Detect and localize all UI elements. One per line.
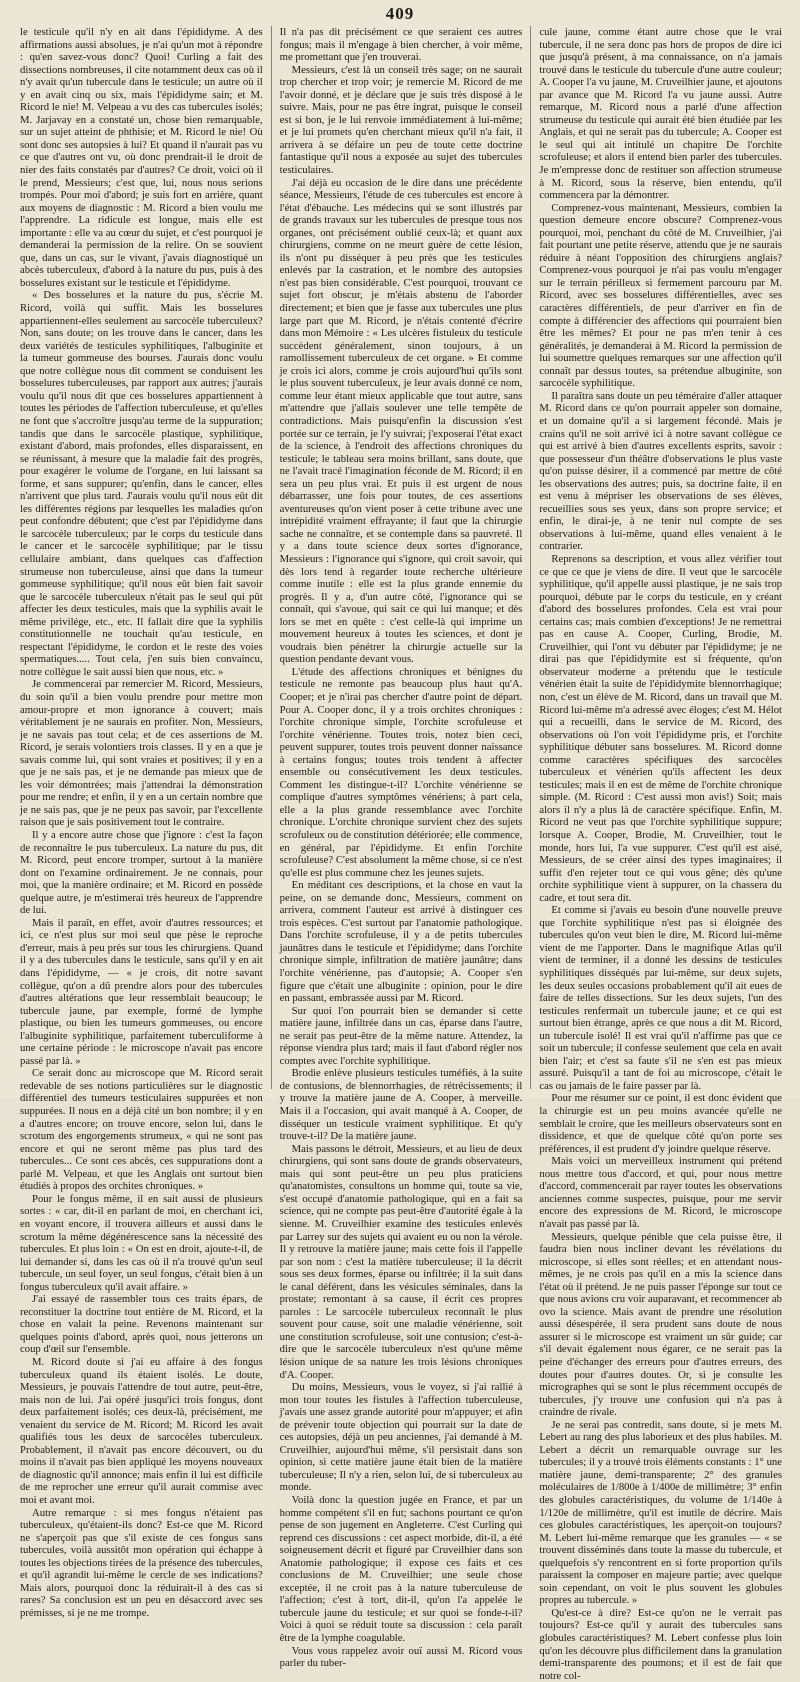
paragraph: Pour le fongus même, il en sait aussi de plusieurs sortes : « car, dit-il en parlant de moi, en cherchant ici, en voyant encore, il trouvera ailleurs et aussi dans le scrotum la même dégénérescence sans la nécessité des tubercules. Et plus loin : « On est en droit, ajoute-t-il, de lui demander si, dans les cas où il n'a trouvé qu'un seul tubercule, un seul foyer, un seul fongus, c'était bien à un fongus tuberculeux qu'il avait affaire. » bbox=[20, 1192, 263, 1293]
paragraph: Je ne serai pas contredit, sans doute, si je mets M. Lebert au rang des plus laborieux et des plus habiles. M. Lebert a décrit un remarquable ouvrage sur les tubercules; il y a trouvé trois éléments constants : 1° une matière jaune, demi-transparente; 2° des granules moléculaires de 1/800e à 1/400e de millimètre; 3° enfin des globules caractéristiques, du volume de 1/140e à 1/120e de millimètre, qu'il est inutile de décrire. Mais ces globules caractéristiques, les aperçoit-on toujours? M. Lebert lui-même remarque que les granules — « se trouvent disséminés dans toute la masse du tubercule, et quelquefois s'y rencontrent en si forte proportion qu'ils paraissent la composer en majeure partie; avec quelque soin cependant, on voit le plus souvent les globules propres au tubercule. » bbox=[539, 1418, 783, 1607]
paragraph: Il paraîtra sans doute un peu téméraire d'aller attaquer M. Ricord dans ce qu'on pourrait appeler son domaine, et un domaine qu'il a si largement fécondé. Mais je crains qu'il ne soit arrivé ici à notre savant collègue ce qui est arrivé à bien d'autres excellents esprits, savoir : que possesseur d'un théâtre d'observations le plus vaste qu'on puisse désirer, il a commencé par mettre de côté les observations des autres; puis, sa doctrine faite, il en est venu à mépriser les observations de ses élèves, recueillies sous ses yeux, dans son propre service; et enfin, le dirai-je, à ne tenir nul compte de ses observations à lui-même, quand elles venaient à le contrarier. bbox=[539, 389, 783, 553]
paragraph: Sur quoi l'on pourrait bien se demander si cette matière jaune, infiltrée dans un cas, éparse dans l'autre, ne serait pas peut-être de la même nature. Attendez, la réponse viendra plus tard; mais il faut d'abord régler nos comptes avec l'orchite syphilitique. bbox=[279, 1004, 523, 1067]
paragraph: Brodie enlève plusieurs testicules tuméfiés, à la suite de contusions, de blennorrhagies, de rétrécissements; il y trouve la matière jaune de A. Cooper, à merveille. Mais il a l'occasion, qui avait manqué à A. Cooper, de disséquer un testicule vraiment syphilitique. Et qu'y trouve-t-il? De la matière jaune. bbox=[279, 1067, 523, 1143]
paragraph: Mais voici un merveilleux instrument qui prétend nous mettre tous d'accord, et qui, pour nous mettre d'accord, commencerait par rayer toutes les observations anciennes comme suspectes, puisque, pour me servir encore des expressions de M. Ricord, le microscope n'avait pas passé par là. bbox=[539, 1155, 783, 1230]
paragraph: Reprenons sa description, et vous allez vérifier tout ce que ce que je viens de dire. Il veut que le sarcocèle syphilitique, qu'il appelle aussi plastique, je ne sais trop pourquoi, débute par le corps du testicule, en y créant d'abord des bosselures profondes. Cela est vrai pour certains cas; mais combien d'exceptions! Je ne remettrai pas en cause A. Cooper, Curling, Brodie, M. Cruveilhier, qui l'ont vu débuter par l'épididyme; je ne dirai pas que l'épididymite est si fréquente, qu'on observateur moderne a prétendu que le testicule vénérien était la suite de l'épididymite blennorrhagique; non, c'est un élève de M. Ricord, dans un travail que M. Ricord lui-même m'a adressé avec éloges; c'est M. Hélot qui a recueilli, dans le service de M. Ricord, des observations où l'on voit l'épididyme pris, et l'orchite syphilitique débuter sans bosselures. M. Ricord donne comme caractères spécifiques des sarcocèles tuberculeux et vénérien qu'ils affectent les deux testicules; mais il en est de même de l'orchite chronique simple. (M. Ricord : C'est aussi mon avis!) Soit; mais alors il n'y a plus là de caractère spécifique. Enfin, M. Ricord ne veut pas que l'orchite syphilitique suppure; lorsque A. Cooper, Brodie, M. Cruveilhier, tout le monde, hors lui, l'a vue suppurer. C'est qu'il est aisé, Messieurs, de se créer ainsi des types imaginaires; il suffit d'en rejeter tout ce qui vous gêne; dès qu'une orchite syphilitique vient à suppurer, on la chassera du cadre, et tout sera dit. bbox=[539, 552, 783, 904]
paragraph: Messieurs, c'est là un conseil très sage; on ne saurait trop chercher et trop voir; je remercie M. Ricord de me l'avoir donné, et je déclare que je suis très disposé à le suivre. Mais, pour ne pas être ingrat, puisque le conseil est si bon, je le lui renvoie immédiatement à lui-même; et je lui promets qu'en cherchant mieux qu'il n'a fait, il arrivera à se défaire un peu de toute cette doctrine fantastique qu'il nous a exposée au sujet des tubercules testiculaires. bbox=[279, 63, 523, 177]
paragraph: le testicule qu'il n'y en ait dans l'épididyme. A des affirmations aussi absolues, je n'ai qu'un mot à répondre : qu'en savez-vous donc? Quoi! Curling a fait des dissections nombreuses, il cite notamment deux cas où il n'y avait qu'un tubercule dans le testicule; un autre où il y en avait cinq ou six, mais l'épididyme sain; et M. Ricord le nie! M. Velpeau a vu des cas tubercules isolés; M. Jarjavay en a constaté un, chose bien remarquable, sur un sujet atteint de phthisie; et M. Ricord le nie! Où sont donc ses autopsies à lui? Et quand il n'aurait pas vu ce que d'autres ont vu, où donc prendrait-il le droit de nier des faits constatés par d'autres? Ce droit, voici où il le prend, Messieurs; c'est que, lui, nous nous serions trompés. Pour moi d'abord; je suis fort en arrière, quant aux moyens de diagnostic : M. Ricord a bien voulu me l'apprendre. La ridicule est longue, mais elle est importante : elle va au cœur du sujet, et c'est pourquoi je demanderai la permission de la relire. On se souvient que, dans un cas, sur le vivant, j'avais diagnostiqué un abcès tuberculeux, d'abord à la nature du pus, puis à des bosselures existant sur le testicule et l'épididyme. bbox=[20, 26, 263, 289]
column-left bbox=[20, 26, 263, 1619]
paragraph: Et comme si j'avais eu besoin d'une nouvelle preuve que l'orchite syphilitique n'est pas si éloignée des tubercules qu'on veut bien le dire, M. Ricord lui-même vient de me l'apporter. Dans le magnifique Atlas qu'il vient de terminer, il a donné les dessins de testicules syphilitiques disséqués par lui-même, sur deux sujets, les deux seules occasions probablement qu'il ait eues de faire de telles dissections. Sur les deux sujets, l'un des testicules renfermait un tubercule jaune; et ce qui est surtout bien étrange, après ce que nous a dit M. Ricord, un tubercule isolé! Il est vrai qu'il n'affirme pas que ce soit un tubercule; il confesse seulement que cela en avait bien l'air; et c'est sa faute s'il ne s'en est pas mieux assuré. Puisqu'il a tant de foi au microscope, c'était le cas ou jamais de le faire passer par là. bbox=[539, 904, 783, 1092]
paragraph: J'ai déjà eu occasion de le dire dans une précédente séance, Messieurs, l'étude de ces tubercules est encore à l'état d'ébauche. Les médecins qui se sont illustrés par de grands travaux sur les tubercules de presque tous nos organes, ont précisément oublié ceux-là; et quant aux chirurgiens, comme on ne meurt guère de cette lésion, ils n'ont pu disséquer à peu près que les testicules enlevés par la castration, et le nombre des autopsies n'est pas bien considérable. C'est pourquoi, trouvant ce sujet fort obscur, je m'étais abstenu de l'aborder directement; et bien que je fasse aux tubercules une plus large part que M. Ricord, je n'étais contenté d'écrire dans mon Mémoire : « Les ulcères fistuleux du testicule succèdent généralement, sinon toujours, à un ramollissement tuberculeux de cet organe. » Et comme je crois ici alors, comme je crois aujourd'hui qu'ils sont le plus souvent tuberculeux, je leur avais donné ce nom, comme leur étant mieux applicable que tout autre, sans m'attendre que j'allais soulever une telle tempête de contradictions. Mais puisqu'enfin la discussion s'est portée sur ce terrain, je l'y suivrai; j'exposerai l'état exact de la science, à l'endroit des affections chroniques du testicule; le tableau sera moins brillant, sans doute, que ne l'avait tracé l'imagination féconde de M. Ricord; il en sera un peu plus vrai. Et puis il est urgent de nous débarrasser, une fois pour toutes, de ces assertions aventureuses qu'on vient poser à cette tribune avec une intrépidité vraiment effrayante; il faut que la chirurgie sache ne connaître, et se contemple dans sa pauvreté. Il y a dans toute science deux sortes d'ignorance, Messieurs : l'ignorance qui s'ignore, qui croit savoir, qui dès lors tend à regarder toute recherche ultérieure comme inutile : elle est la plus grande ennemie du progrès. Il y a, d'un autre côté, l'ignorance qui se connaît, qui s'avoue, qui sait ce qui lui manque; et dès lors se met en quête : c'est celle-là qui imprime un mouvement heureux à toutes les sciences, et dont je voudrais bien pénétrer la chirurgie actuelle sur la question pendante devant vous. bbox=[279, 176, 523, 666]
paragraph: Mais il paraît, en effet, avoir d'autres ressources; et ici, ce n'est plus sur moi seul que pèse le reproche d'erreur, mais à peu près sur tous les chirurgiens. Quand il y a des tubercules dans le testicule, sans qu'il y en ait dans l'épididyme, — « je crois, dit notre savant collègue, qu'on a dû prendre alors pour des tubercules d'autres altérations que leur ressemblait beaucoup; le tubercule jaune, par exemple, formé de lymphe plastique, ou bien les tumeurs gommeuses, ou encore l'albuginite syphilitique, parfaitement tuberculiforme à une certaine période : le microscope n'avait pas encore passé par là. » bbox=[20, 916, 263, 1067]
paragraph: Qu'est-ce à dire? Est-ce qu'on ne le verrait pas toujours? Est-ce qu'il y aurait des tubercules sans globules caractéristiques? M. Lebert confesse plus loin qu'on les découvre plus difficilement dans la granulation demi-transparente des poumons; et il est de fait que notre col- bbox=[539, 1606, 783, 1682]
paragraph: M. Ricord doute si j'ai eu affaire à des fongus tuberculeux quand ils étaient isolés. Le doute, Messieurs, je pouvais l'attendre de tout autre, peut-être, mais non de lui. J'ai opéré jusqu'ici trois fongus, dont deux parfaitement isolés; ces deux-là, précisément, me venaient du service de M. Ricord; M. Ricord les avait qualifiés tous les deux de sarcocèles tuberculeux. Probablement, il n'avait pas encore découvert, ou du moins il n'avait pas bien appliqué les moyens nouveaux de diagnostic qu'il annonce; mais enfin il lui est difficile de me reprocher une erreur qu'il aurait commise avec moi et avant moi. bbox=[20, 1355, 263, 1506]
page-number: 409 bbox=[385, 4, 415, 23]
paragraph: Ce serait donc au microscope que M. Ricord serait redevable de ses notions particulières sur le diagnostic différentiel des tumeurs testiculaires suppurées et non suppurées. Il nous en a déjà cité un bon nombre; il y en a d'autres encore; on trouve encore, selon lui, dans le scrotum des engorgements strumeux, « qui ne sont pas encore et qui ne seront même pas plus tard des tubercules... Ce sont ces abcès, ces suppurations dont a parlé M. Velpeau, et que les Anglais ont surtout bien étudiés à propos des orchites chroniques. » bbox=[20, 1067, 263, 1193]
paragraph: Pour me résumer sur ce point, il est donc évident que la chirurgie est un peu moins avancée qu'elle ne semblait le croire, que les meilleurs observateurs sont en dissidence, et que de quelque côté qu'on porte ses préférences, il est prudent d'y joindre quelque réserve. bbox=[539, 1092, 783, 1155]
paragraph: Messieurs, quelque pénible que cela puisse être, il faudra bien nous incliner devant les révélations du microscope, si elles sont réelles; et en attendant nous-mêmes, je ne crois pas qu'il en a mis la science dans l'état où il prétend. Je ne puis passer l'éponge sur tout ce que nous avions cru voir auparavant, et recommencer ab ovo la science. Mais avant de prendre une résolution aussi désespérée, il sera prudent sans doute de nous assurer si le microscope est vraiment un sûr guide; car s'il devait également nous égarer, ce ne serait pas la peine d'échanger des erreurs pour d'autres erreurs, des doutes pour d'autres doutes. Or, si je consulte les micrographes qui se sont le plus récemment occupés de tubercules, j'y trouve une confusion qui n'a pas à craindre de rivale. bbox=[539, 1230, 783, 1419]
column-divider bbox=[271, 26, 272, 1089]
paragraph: Autre remarque : si mes fongus n'étaient pas tuberculeux, qu'étaient-ils donc? Est-ce que M. Ricord ne s'aperçoit pas que s'il existe de ces fongus sans tubercules, voilà aussitôt mon opération qui échappe à toutes les objections tirées de la présence des tubercules, et qu'il agrandit lui-même le cercle de ses indications? Mais alors, pourquoi donc la réduirait-il à des cas si rares? Sa conclusion est un peu en désaccord avec ses prémisses, si je ne me trompe. bbox=[20, 1506, 263, 1619]
paragraph: Mais passons le détroit, Messieurs, et au lieu de deux chirurgiens, qui sont sans doute de grands observateurs, mais qui sont peut-être un peu plus praticiens qu'anatomistes, consultons un homme qui, toute sa vie, s'est occupé d'anatomie pathologique, qui en a fait sa science, qui ne compte pas peut-être d'autorité égale à la sienne. M. Cruveilhier examine des testicules enlevés par Larrey sur des sujets qui avaient eu ou non la vérole. Il y retrouve la matière jaune; mais cette fois il l'appelle par son nom : c'est la matière tuberculeuse; il la décrit sous ses deux formes, éparse ou infiltrée; il la suit dans le canal déférent, dans les vésicules séminales, dans la prostate; remontant à sa cause, il écrit ces propres paroles : Le sarcocèle tuberculeux reconnaît le plus souvent pour cause, soit une maladie vénérienne, soit une constitution scrofuleuse, soit une contusion; c'est-à-dire que le sarcocèle tuberculeux n'est qu'une même lésion unique de sa nature les trois lésions chroniques d'A. Cooper. bbox=[279, 1142, 523, 1381]
paragraph: Vous vous rappelez avoir ouï aussi M. Ricord vous parler du tuber- bbox=[279, 1644, 523, 1670]
column-middle bbox=[279, 26, 523, 1670]
paragraph: Du moins, Messieurs, vous le voyez, si j'ai rallié à mon tour toutes les fistules à l'affection tuberculeuse, j'avais une assez grande autorité pour m'appuyer; et afin de prévenir toute objection qui pourrait sur la date de ces autopsies, déjà un peu anciennes, j'ai demandé à M. Cruveilhier, aujourd'hui même, s'il persistait dans son opinion, si cette matière jaune était bien de la matière tuberculeuse; Il n'y a rien, selon lui, de si tuberculeux au monde. bbox=[279, 1381, 523, 1494]
paragraph: Il y a encore autre chose que j'ignore : c'est la façon de reconnaître le pus tuberculeux. La nature du pus, dit M. Ricord, peut encore tromper, surtout à la manière dont on l'examine ordinairement. Je ne connais, pour moi, que la manière ordinaire; et M. Ricord en possède quelque autre, je m'estimerai très heureux de l'apprendre de lui. bbox=[20, 829, 263, 917]
paragraph: Il n'a pas dit précisément ce que seraient ces autres fongus; mais il m'engage à bien chercher, à voir même, me promettant que j'en trouverai. bbox=[279, 26, 523, 64]
column-divider bbox=[530, 26, 531, 1089]
paragraph: Je commencerai par remercier M. Ricord, Messieurs, du soin qu'il a bien voulu prendre pour mettre mon amour-propre et mon ignorance à couvert; mais véritablement je ne saurais en profiter. Non, Messieurs, je ne savais pas tout cela; et de ces assertions de M. Ricord, je serais volontiers trois classes. Il y en a que je savais comme lui, qui sont vraies et positives; il y en a que je ne sais pas, et je ne demande pas mieux que de les voir démontrées; mais j'attendrai la démonstration pour me rendre; et enfin, il y en a un certain nombre que je ne sais pas, que je ne peux pas savoir, par l'excellente raison que je sais positivement tout le contraire. bbox=[20, 678, 263, 829]
paragraph: Comprenez-vous maintenant, Messieurs, combien la question demeure encore obscure? Comprenez-vous pourquoi, moi, penchant du côté de M. Cruveilhier, j'ai fait pourtant une petite réserve, attendu que je ne saurais réduire à néant l'opposition des chirurgiens anglais? Comprenez-vous pourquoi je n'ai pas voulu m'engager sur le terrain périlleux si fermement parcouru par M. Ricord, avec ses bosselures différentielles, avec ses caractères différentiels, de peur d'arriver en fin de compte à différencier des affections qui pourraient bien être les mêmes? Et pour ne pas m'en tenir à ces généralités, je demanderai à M. Ricord la permission de lui soumettre quelques remarques sur une affection qu'il connaît par dessus toutes, sa prétendue albuginite, son sarcocèle syphilitique. bbox=[539, 201, 783, 390]
paragraph: L'étude des affections chroniques et bénignes du testicule ne remonte pas beaucoup plus haut qu'A. Cooper; et je n'irai pas chercher d'autre point de départ. Pour A. Cooper donc, il y a trois orchites chroniques : l'orchite chronique simple, l'orchite scrofuleuse et l'orchite vénérienne. Toutes trois, notez bien ceci, peuvent suppurer, toutes trois peuvent donner naissance à certains fongus; toutes trois tendent à affecter ensemble ou consécutivement les deux testicules. Comment les distingue-t-il? L'orchite vénérienne se complique d'autres symptômes vénériens; à part cela, elle a la plus grande ressemblance avec l'orchite chronique. L'orchite chronique survient chez des sujets scrofuleux ou de constitution détériorée; elle commence, en général, par l'épididyme. Et enfin l'orchite scrofuleuse? C'est absolument la même chose, si ce n'est qu'elle est plus commune chez les jeunes sujets. bbox=[279, 665, 523, 879]
paragraph: « Des bosselures et la nature du pus, s'écrie M. Ricord, voilà qui suffit. Mais les bosselures appartiennent-elles seulement au sarcocèle tuberculeux? Non, sans doute; on les trouve dans le cancer, dans les deux variétés de testicules syphilitiques, l'albuginite et la tumeur gommeuse des bourses. J'aurais donc voulu que notre collègue nous dit comment se conduisent les bosselures tuberculeuses, par rapport aux autres; j'aurais voulu qu'il nous dit que ces bosselures appartiennent à toutes les périodes de l'affection tuberculeuse, et qu'elles ne font que s'accroître jusqu'au terme de la suppuration; tandis que dans le sarcocèle plastique, syphilitique, existant d'abord, mais profondes, elles disparaissent, en se réunissant, à mesure que la maladie fait des progrès, pour exagérer le volume de l'organe, en lui laissant sa forme, et sans suppurer; qu'enfin, dans le cancer, elles n'arrivent que plus tard. J'aurais voulu qu'il nous eût dit les différentes régions par lesquelles les maladies qu'on peut confondre débutent; que c'est par l'épididyme dans le sarcocèle tuberculeux; par le corps du testicule dans le cancer et le sarcocèle syphilitique; par le tissu cellulaire ambiant, dans quelques cas d'affection strumeuse non tuberculeuse, ainsi que dans la tumeur gommeuse syphilitique; qu'il nous eût bien fait savoir que le sarcocèle tuberculeux n'était pas le seul qui pût affecter les deux testicules, mais que la syphilis avait le même privilége, etc., etc. Il fallait dire que la syphilis constitutionnelle ne touchait qu'au testicule, en respectant l'épididyme, le cordon et le reste des voies spermatiques..... Tout cela, j'en suis bien convaincu, notre collègue le sait aussi bien que nous, etc. » bbox=[20, 289, 263, 678]
paragraph: En méditant ces descriptions, et la chose en vaut la peine, on se demande donc, Messieurs, comment on arrivera, comment l'auteur est arrivé à distinguer ces trois espèces. C'est surtout par l'anatomie pathologique. Dans l'orchite scrofuleuse, il y a de petits tubercules jaunâtres dans le testicule et l'épididyme; dans l'orchite chronique simple, infiltration de matière jaunâtre; dans l'orchite vénérienne, pas d'autopsie; A. Cooper s'en figure que c'était une albuginite : opinion, pour le dire en passant, embrassée aussi par M. Ricord. bbox=[279, 879, 523, 1005]
text-columns bbox=[20, 26, 783, 1682]
column-right bbox=[539, 26, 783, 1682]
paragraph: cule jaune, comme étant autre chose que le vrai tubercule, il ne sera donc pas hors de propos de dire ici que jusqu'à présent, à ma connaissance, on n'a jamais trouvé dans le testicule du tubercule d'une autre couleur; A. Cooper l'a vu jaune, M. Cruveilhier jaune, et ajoutons par avance que M. Ricord l'a vu jaune aussi. Autre remarque, M. Ricord nous a parlé d'une affection strumeuse du testicule qui aurait été bien étudiée par les Anglais, et qui ne serait pas du tubercule; A. Cooper est le seul qui ait intitulé un chapitre De l'orchite scrofuleuse; et alors il entend bien parler des tubercules. Je m'empresse donc de restituer son affection strumeuse à M. Ricord, sous la réserve, bien entendu, qu'il commencera par la démontrer. bbox=[539, 26, 783, 202]
paragraph: J'ai essayé de rassembler tous ces traits épars, de reconstituer la doctrine tout entière de M. Ricord, et la chose en valait la peine. Revenons maintenant sur quelques points d'abord, après quoi, nous jetterons un coup d'œil sur l'ensemble. bbox=[20, 1293, 263, 1356]
paragraph: Voilà donc la question jugée en France, et par un homme compétent s'il en fut; sachons pourtant ce qu'on pense de son jugement en Angleterre. C'est Curling qui reprend ces discussions : cet aspect morbide, dit-il, a été soigneusement décrit et figuré par Cruveilhier dans son Anatomie pathologique; il expose ces faits et ces conclusions de M. Cruveilhier; une seule chose exceptée, il ne croit pas à la nature tuberculeuse de l'affection; c'est à tort, dit-il, qu'on l'a appelée le tubercule jaune du testicule; et sur quoi se fonde-t-il? Voici à quoi se réduit toute sa discussion : cela paraît être de la lymphe coagulable. bbox=[279, 1493, 523, 1644]
